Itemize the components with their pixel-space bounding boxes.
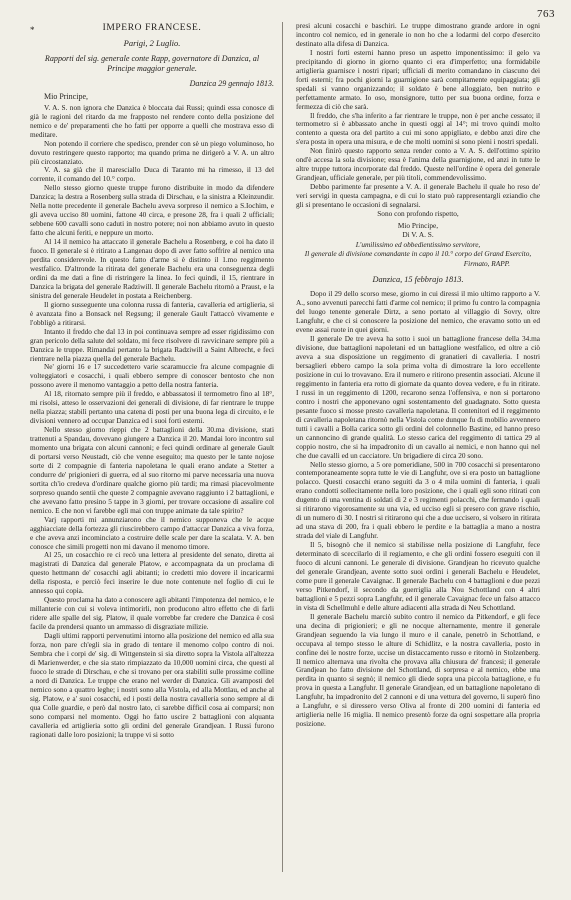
- paragraph: I nostri forti esterni hanno preso un aspetto imponentissimo: il gelo va precipitando di giorno in giorno quanto ci era d'imperfetto; una formidabile artiglieria guarnisce i nostri ripari; ufficiali di merito comandano in ciascuno dei forti esterni; fra pochi giorni la guarnigione sarà compitamente equipaggiata; gli spedali si vanno organizzando; il soldato è bene alloggiato, ben nutrito e perfettamente armato. Io oso, monsignore, tutto per sua buona ordine, forza e fermezza di ciò che sarà.: [296, 47, 540, 111]
- sign-line: Il generale di divisione comandante in capo il 10.° corpo del Grand Esercito,: [304, 249, 532, 259]
- paragraph: Nello stesso giorno rieppi che 2 battaglioni della 30.ma divisione, stati trattenuti a Spandau, dovevano giungere a Danzica il 20. Mandai loro incontro sul momento una brigata con alcuni cannoni; e feci quindi ordinare al generale Gault di portarsi verso Neustadt, ciò che venne eseguito; ma questo per le tante nojose sorte di 2 compagnie di fanteria napoletana le quali erano andate a Stetter a condurre de' prigionieri di guerra, ed al suo ritorno mi parve necessaria una nuova sortita ch'io credeva d'ordinare qualche giorno più tardi; ma rimasi piacevolmente sorpreso quando sentii che queste 2 compagnie avevano raggiunto i 2 battaglioni, e che avevano fatto presino 5 tappe in 3 giorni, per trovare occasione di assalire col nemico. E che non vi farebbe egli mai con truppe animate da tale spirito?: [30, 425, 274, 515]
- paragraph: Al 25, un cosacchio re ci recò una lettera al presidente del senato, diretta ai magistrati di Danzica dal generale Platow, e accompagnata da un proclama di questo hettmann de' cosacchi agli abitanti; io credetti mio dovere il incaricarmi della risposta, e perciò feci inserire le due note contenute nel foglio di cui le annesso qui copia.: [30, 550, 274, 596]
- paragraph: Sono con profondo rispetto,: [377, 209, 459, 219]
- paragraph: Il 5, bisognò che il nemico si stabilisse nella posizione di Langfuhr, fece determinato di sceccilarlo di il regiamento, e che gli ordini fossero eseguiti con il fuoco di alcuni cannoni. Le generale di divisione. Grandjean ho ricevuto qualche del generale Grandjean, avente sotto suoi ordini i generali Bachelu e Heudelet, come pure il generale Cavaignac. Il generale Bachelu con 4 battaglioni e due pezzi verso Pitkendorf, il secondo da guerriglia alla Nou Schottland con 4 altri battaglioni e 5 pezzi sopra Langfuhr, ed il generale Cavaignac fece un falso attacco in vista di Schellmuhl e delle alture adiacenti alla strada di Neu Schottland.: [296, 540, 540, 612]
- paragraph: Al 18, ritornato sempre più il freddo, e abbassatosi il termometro fino al 18°, mi risolsi, atteso le osservazioni dei generali di divisione, di far rientrare le truppe nella piazza; stabilì pertanto una catena di posti per una buona lega di circuito, e le divisioni vennero ad occupar Danzica ed i suoi forti esterni.: [30, 389, 274, 426]
- dateline: Parigi, 2 Luglio.: [123, 37, 181, 48]
- left-column: [30, 22, 274, 739]
- right-body-2: [296, 290, 540, 729]
- paragraph: V. A. S. non ignora che Danzica è bloccata dai Russi; quindi essa conosce di già le ragioni del ritardo da me frapposto nel rendere conto della posizione del nemico e de' preparamenti che ho fatti per opporre a quelli che mostrava esso di meditare.: [30, 102, 274, 139]
- report-date: Danzica 29 gennajo 1813.: [189, 78, 274, 88]
- star-mark: *: [30, 25, 35, 35]
- paragraph: Il freddo, che s'ha inferito a far rientrare le truppe, non è per anche cessato; il termometro si è abbassato anche in questi oggi al 14°; mi trovo quindi molto contento a questa ora del partito a cui mi sono appigliato, e debbo anzi dire che s'era posta in opera una misura, e de che molti uomini si sono pieni i nostri spedali.: [296, 110, 540, 147]
- paragraph: Non finirò questo rapporto senza render conto a V. A. S. dell'ottimo spirito ond'è accesa la sola divisione; essa è l'anima della guarnigione, ed anzi in tutte le altre truppe tuttora incorporate dal freddo. Queste nell'ordine è opera del generale Grandjean, ufficiale generale, per più titoli, commendevolissimo.: [296, 146, 540, 183]
- right-column: [296, 22, 540, 729]
- sign-line: Di V. A. S.: [402, 230, 434, 240]
- paragraph: Non potendo il corriere che spedisco, prender con sè un piego voluminoso, ho dovuto restringere questo rapporto; ma quando prima ne dirigerò a V. A. un altro più circostanziato.: [30, 138, 274, 166]
- paragraph: Nello stesso giorno, a 5 ore pomeridiane, 500 in 700 cosacchi si presentarono contemporaneamente sopra tutte le vie di Langfuhr, ove si era posto un battaglione polacco. Questi cosacchi erano seguiti da 3 o 4 mila uomini di fanteria, i quali erano condotti sollecitamente nella loro posizione, che i quali egli sono ritirati con dugento di una ventina di soldati di 2 e 3 regimenti polacchi, che fermando i quali si ritirarono vigorosamente su una via, ed ucciso egli si presero con grave rischio, di un numero di 30. I nostri si ritirarono qui che a due uccisero, si volsero in ritirata ad una stava di 200, fra i quali ebbero le perdite e la battaglia a mano a nostra strada del viale di Langfuhr.: [296, 459, 540, 541]
- paragraph: Dopo il 29 dello scorso mese, giorno in cui diressi il mio ultimo rapporto a V. A., sono avvenuti parecchi fatti d'arme col nemico; il primo fu contro la compagnia del luogo tenente generale Dirtz, a seno portato al villaggio di Sovry, oltre Langfuhr, e che ci si conoscere la posizione del nemico, che eravamo sotto un ed evene assai ruote in quei giorni.: [296, 289, 540, 335]
- paragraph: Il giorno susseguente una colonna russa di fanteria, cavalleria ed artiglieria, si è avanzata fino a Bonsack nel Regsung; il generale Gault l'attaccò vivamente e l'obbligò a ritirarsi.: [30, 299, 274, 327]
- paragraph: Nello stesso giorno queste truppe furono distribuite in modo da difendere Danzica; la destra a Rosenberg sulla strada di Dirschau, e la sinistra a Kleinzundir. Nella notte precedente il generale Bachelu aveva sorpreso il nemico a S.Iochim, e gli aveva ucciso 80 uomini, fattone 40 circa, e presone 28, fra i quali 2 ufficiali; sebbene 600 cavalli sono caduti in nostro potere; noi non abbiamo avuto in questo fatto che alcuni feriti, e neppure un morto.: [30, 183, 274, 238]
- sign-line: Mio Principe,: [397, 220, 439, 230]
- left-body: [30, 104, 274, 740]
- section-header: [30, 24, 274, 33]
- paragraph: Debbo parimente far presente a V. A. il generale Bachelu il quale ho reso de' veri servigi in questa campagna, e di cui lo stato può rappresentargli eziandio che gli si presentano le occasioni di segnalarsi.: [296, 182, 540, 210]
- report-caption: Rapporti del sig. generale conte Rapp, governatore di Danzica, al Principe maggior generale.: [44, 53, 260, 73]
- right-body: [296, 22, 540, 219]
- salutation: Mio Principe,: [44, 91, 88, 101]
- page-number: 763: [537, 8, 555, 20]
- section-title: IMPERO FRANCESE.: [102, 23, 202, 33]
- paragraph: Questo proclama ha dato a conoscere agli abitanti l'impotenza del nemico, e le millanterie con cui si voleva intimorirli, non producono altro effetto che di farli ridere alle spalle del sig. Platow, il quale vorrebbe far credere che Danzica è così facile da prendersi quanto un ammasso di disgraziate milizie.: [30, 595, 274, 632]
- sign-line: L'umilissimo ed obbedientissimo servitore,: [355, 239, 481, 249]
- paragraph: Il generale Bachelu marciò subito contro il nemico da Pitkendorf, e gli fece una decina di prigionieri; e gli ne nocque alternamente, mentre il generale Grandjean seguendo la via lungo il muro e il canale, penetrò in Schottland, e occupava al tempo stesso le alture di Schidlitz, e la nostra cavalleria, posto in confine dei le nostre forze, uccise un distaccamento russo e ritornò in Stolzenberg. Il nemico alternava una rivolta che provava alla chiusura de' francesi; il generale Grandjean ho fatto divisione del Schottland, di sorpresa e al nemico, ebbe una perdita in quanto si segnò; il nemico gli diede sopra una piccola battaglione, e fu prova in questa a Langfuhr. Il generale Grandjean, ed un battaglione napoletano di Langfuhr, ha impadronito del 2 cannoni e di una vettura del governo, li superò fino a Langfuhr, e si diressero verso Oliva al fronte di 200 uomini di fanteria ed artiglieria nelle 16 miglia. Il nemico presentò forze da ogni sospettare alla propria posizione.: [296, 611, 540, 729]
- column-rule: [282, 22, 283, 872]
- paragraph: presi alcuni cosacchi e baschiri. Le truppe dimostrano grande ardore in ogni incontro col nemico, ed in generale io non ho che a lodarmi del corpo d'esercito destinato alla difesa di Danzica.: [296, 21, 540, 48]
- second-report-date: Danzica, 15 febbrajo 1813.: [372, 275, 464, 285]
- paragraph: Dagli ultimi rapporti pervenutimi intorno alla posizione del nemico ed alla sua forza, non pare ch'egli sia in grado di tentare il menomo colpo contro di noi. Sembra che i corpi de' sig. di Wittgenstein si sia diretto sopra la Vistola all'altezza di Marienwerder, e che sia stato rimpiazzato da 10,000 uomini circa, che questi al fuoco le strade di Dirschau, e che si trovano per ora stabiliti sulle prossime colline a nord di Danzica. Le truppe che erano nel werder di Danzica. Gli avamposti del nemico sono a quattro leghe; i nostri sono alla Vistola, ed alla Mottlau, ed anche al sig. Platow, e a' suoi cosacchi, ed i posti della nostra cavalleria sono sempre al di qua Colle guardie, e però dal nostro lato, ci sarebbe difficil cosa ai comparsi; non sono comparsi nel momento. Oggi ho fatto uscire 2 battaglioni con alquanta cavalleria ed artiglieria sotto gli ordini del generale Grandjean. I Russi furono ragionati dalle loro posizioni; la truppe vi si sotto: [30, 631, 274, 739]
- paragraph: Varj rapporti mi annunziarono che il nemico supponeva che le acque agghiacciate della fortezza gli riuscirebbero campo d'attaccar Danzica a viva forza, e che aveva anzi incominciato a costruire delle scale per dare la scalata. V. A. ben conosce che simili progetti non mi davano il menomo timore.: [30, 514, 274, 551]
- paragraph: Il generale De tre aveva ha sotto i suoi un battaglione francese della 34.ma divisione, due battaglioni napoletani ed un battaglione westfalico, ed oltre a ciò aveva a sua disposizione un reggimento di granatieri di cavalleria. I nostri bersaglieri ebbero campo la sola prima volta di dimostrare la loro eccellente posizione in cui lo trovavano. Era il numero e ritirono presentin associati. Alcune il reggimento in fanteria era rotto di giornate da quanto dovea vedere, e fu in ritirate. I russi in un reggimento di 1200, recarono senza l'offensiva, e non si portarono contro i nostri che apponevano ogni sostentamento del guadagnato. Sotto questa pesante fuoco si mosse presto cavalleria napoletana. Il contenitori ed il reggimento di cavalleria napoletana ritornò nella Vistola come dunque fu di mobilio avvennero tutti i cavalli a Bolla carica sotto gli ordini del colonnello Bastine, ed hanno preso un cannoncino di grande qualità. Lo stesso carica del reggimento di tattica 29 al coppio nostro, che si ha impadronito di un cavallo ai nemici, e non hanno qui nel che due cavalli ed un cacciatore. Un brigadiere di circa 20 sono.: [296, 334, 540, 460]
- paragraph: V. A. sa già che il maresciallo Duca di Taranto mi ha rimesso, il 13 del corrente, il comando del 10.° corpo.: [30, 165, 274, 184]
- paragraph: Ne' giorni 16 e 17 succedettero varie scaramuccie fra alcune compagnie di volteggiatori e cosacchi, i quali ebbero sempre di conoscer bentosto che non possono avere il menomo vantaggio a petto della nostra fanteria.: [30, 362, 274, 390]
- signature: Firmato, RAPP.: [463, 258, 510, 268]
- paragraph: Al 14 il nemico ha attaccato il generale Bachelu a Rosenberg, e coi ha dato il fuoco. Il generale si è ritirato a Langenau dopo di aver fatto soffrire al nemico una perdita considerevole. In questo fatto d'arme si è distinto il 1.mo reggimento westfalico. D'altronde la ritirata del generale Bachelu era una conseguenza degli ordini da me dati a fine di ristringere la linea. Io feci quindi, il 15, rientrare in Danzica la brigata del generale Radziwill. Il generale Bachelu ritornò a Praust, e la sinistra del generale Heudelet in postata a Reichenberg.: [30, 237, 274, 300]
- signature-block: [296, 221, 540, 269]
- paragraph: Intanto il freddo che dal 13 in poi continuava sempre ad esser rigidissimo con gran pericolo della salute del soldato, mi fece risolvere di ravvicinare sempre più a Danzica le truppe. Rimandai pertanto la brigata Radziwill a Saint Albrecht, e feci rientrare nella piazza quella del generale Bachelu.: [30, 326, 274, 363]
